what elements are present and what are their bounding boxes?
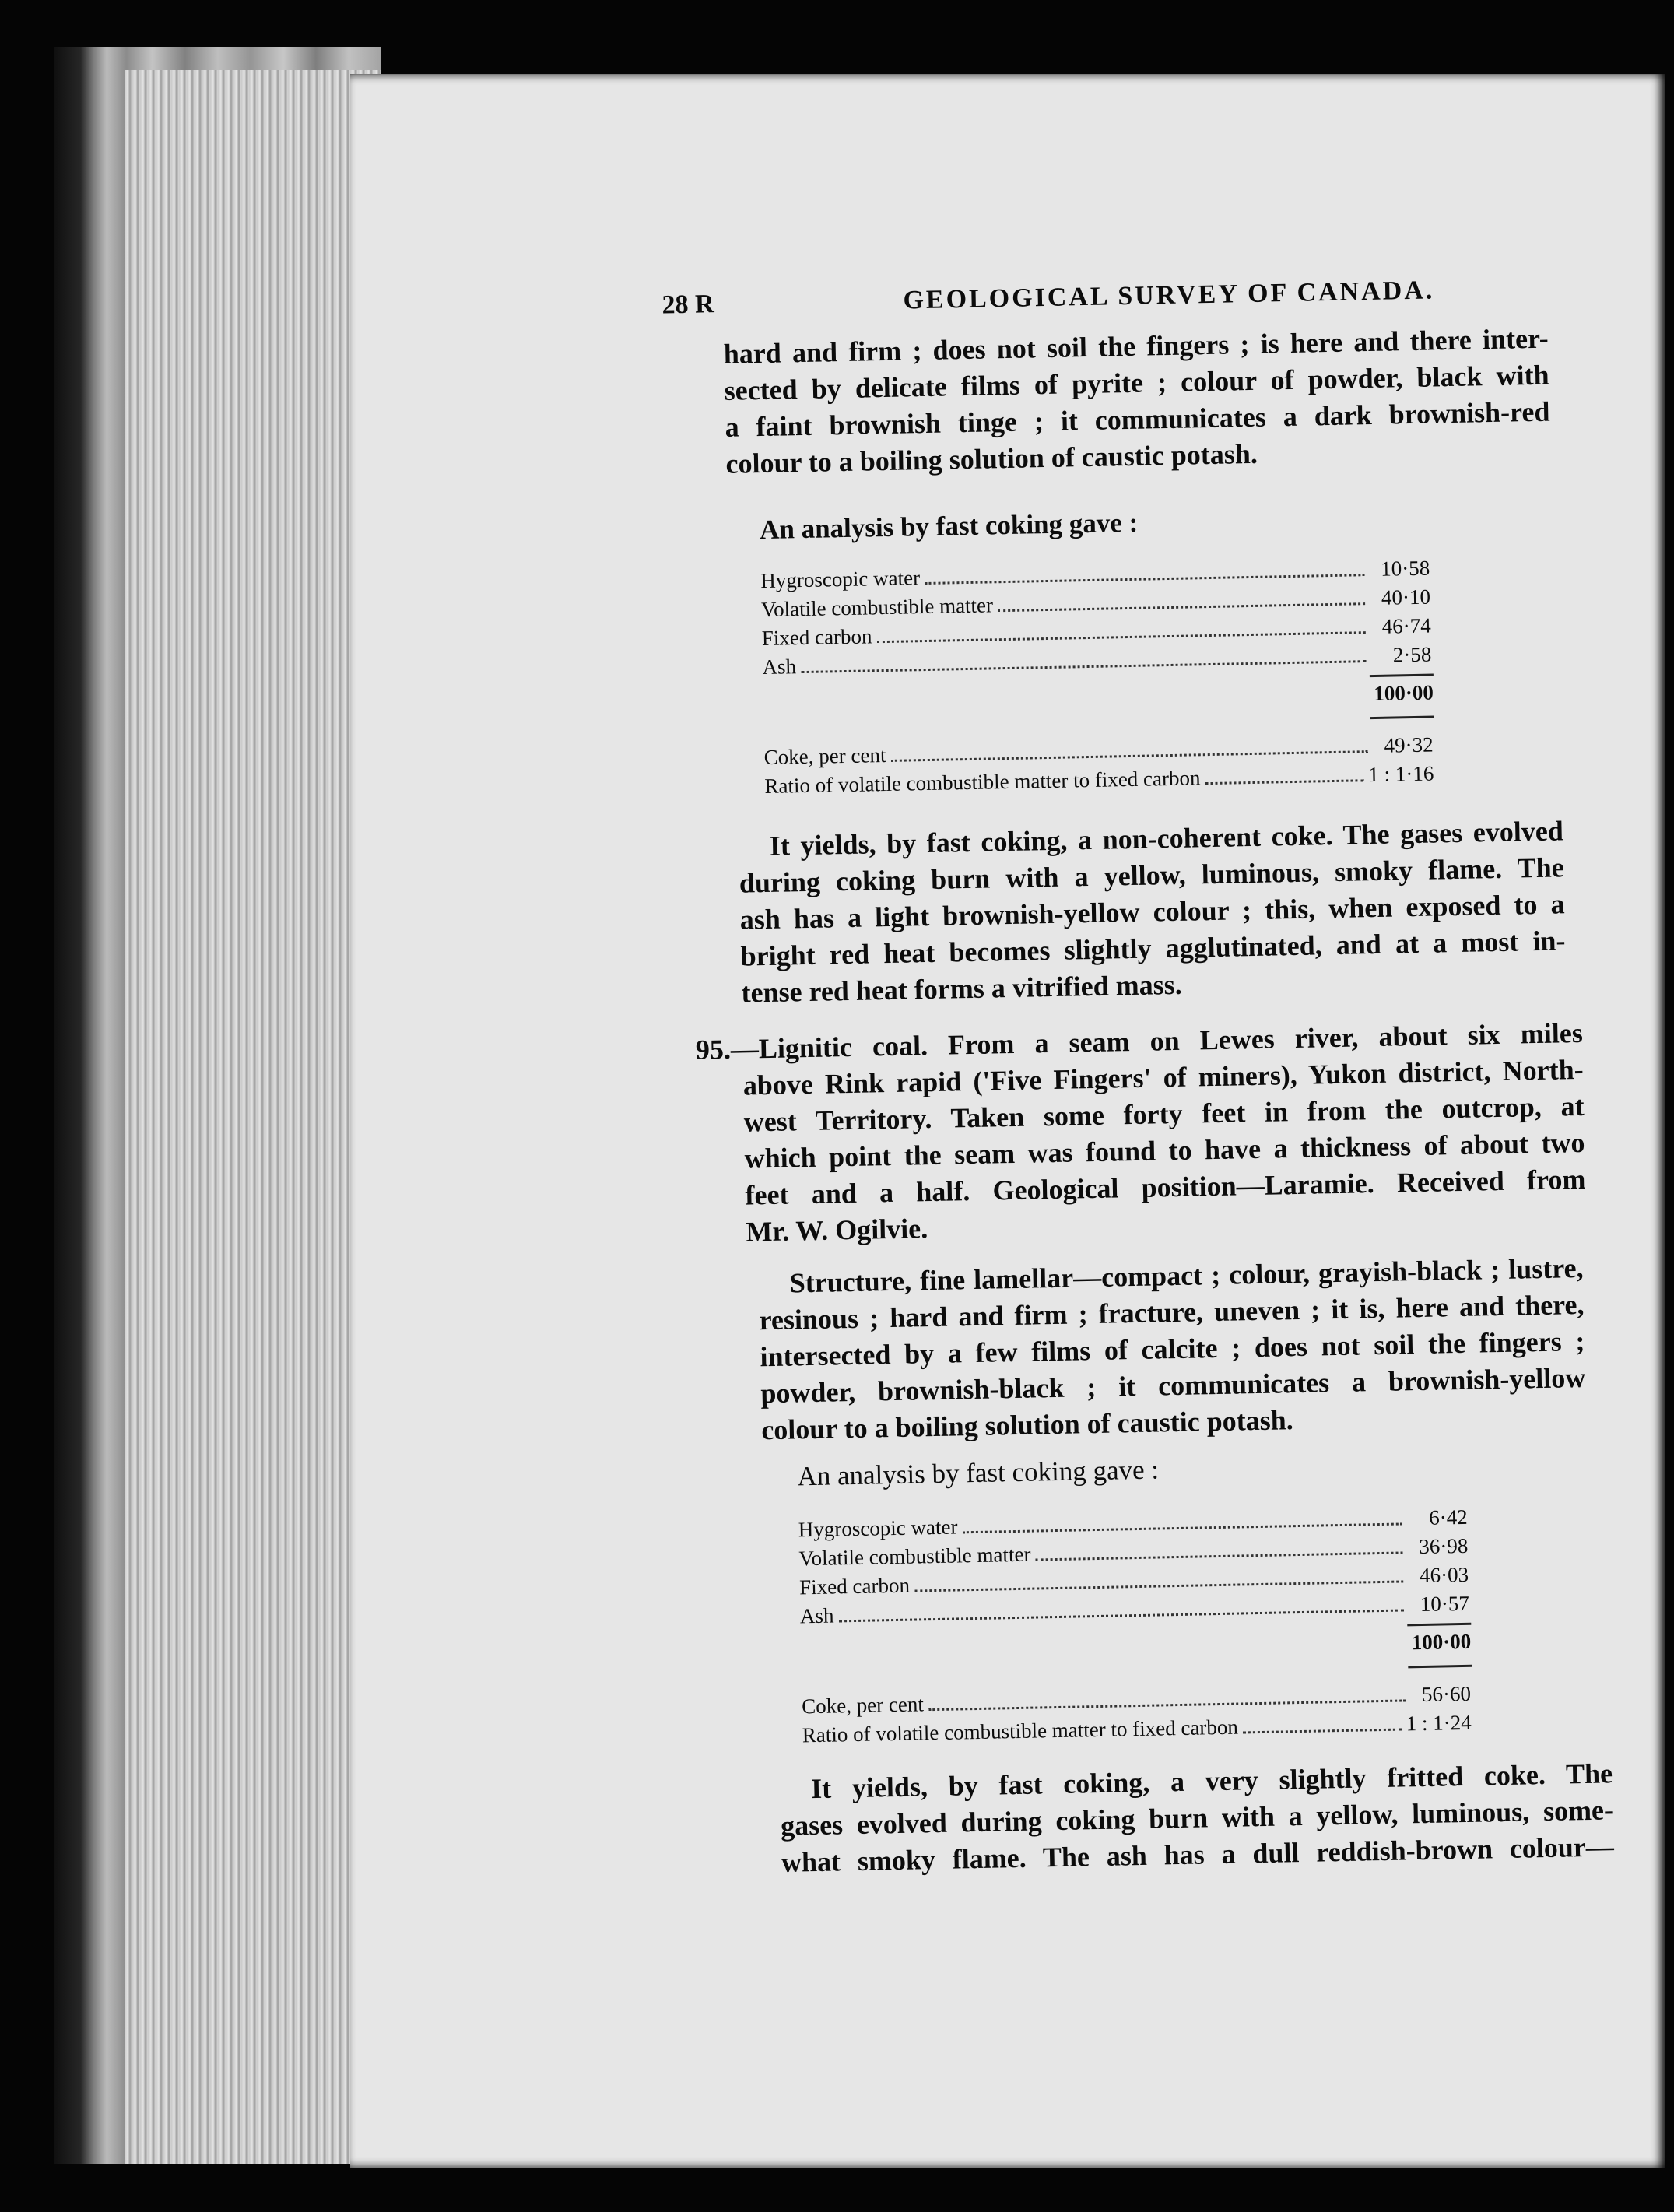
row-label: Fixed carbon [761,624,872,651]
row-value: 10·57 [1420,1591,1470,1617]
leader-dots [914,1580,1403,1592]
text-line: during coking burn with a yellow, luminous, smoky flame. The [739,851,1565,899]
text-line: Structure, fine lamellar—compact ; colour, grayish-black ; lustre, [789,1252,1584,1299]
text-line: bright red heat becomes slightly agglutinated, and at a most in- [740,925,1566,972]
text-line: powder, brownish-black ; it communicates a brownish-yellow [760,1361,1586,1410]
row-value: 1 : 1·16 [1368,761,1434,787]
page-number: 28 R [662,290,714,320]
row-label: Volatile combustible matter [798,1542,1031,1571]
row-value: 46·74 [1381,613,1431,638]
sum-rule [1407,1623,1471,1627]
entry-95 [696,1015,1587,1252]
row-label: Fixed carbon [798,1573,911,1599]
text-line: resinous ; hard and firm ; fracture, uneven ; it is, here and there, [759,1288,1585,1336]
text-line: a faint brownish tinge ; it communicates a dark brownish-red [725,395,1550,443]
text-line: above Rink rapid ('Five Fingers' of miners), Yukon district, North- [742,1053,1585,1101]
leader-dots [1205,779,1364,785]
total-value: 100·00 [1411,1629,1472,1655]
row-label: Hygroscopic water [760,566,921,593]
row-value: 49·32 [1384,732,1434,757]
row-value: 36·98 [1419,1533,1469,1559]
text-line: intersected by a few films of calcite ; does not soil the fingers ; [760,1325,1585,1373]
total-value: 100·00 [1374,680,1434,705]
text-line: gases evolved during coking burn with a yellow, luminous, some- [780,1794,1614,1842]
leader-dots [891,750,1368,762]
leader-dots [963,1522,1402,1533]
text-line: which point the seam was found to have a thickness of about two [744,1126,1585,1174]
text-line: tense red heat forms a vitrified mass. [741,968,1183,1009]
leader-dots [925,574,1364,585]
paragraph-continuation [723,321,1550,483]
structure-description [758,1250,1586,1448]
row-label: Ash [762,655,797,679]
sum-rule [1408,1665,1472,1669]
row-label: Ash [799,1603,834,1628]
leader-dots [998,602,1365,612]
leader-dots [839,1609,1404,1622]
analysis-intro: An analysis by fast coking gave : [759,507,1139,546]
coke-description [738,813,1566,1011]
leader-dots [1243,1729,1402,1734]
text-line: It yields, by fast coking, a non-coherent coke. The gases evolved [769,815,1564,862]
text-line: sected by delicate films of pyrite ; colour of powder, black with [724,359,1549,406]
row-label: Coke, per cent [763,743,886,770]
text-line: feet and a half. Geological position—Laramie. Received from [745,1163,1586,1211]
running-title: GEOLOGICAL SURVEY OF CANADA. [903,276,1435,315]
final-paragraph [780,1755,1615,1881]
text-line: Mr. W. Ogilvie. [746,1213,928,1248]
leader-dots [877,631,1366,643]
leader-dots [1036,1551,1403,1561]
text-line: hard and firm ; does not soil the fingers ; is here and there inter- [723,322,1549,370]
row-value: 56·60 [1421,1681,1472,1707]
row-label: Volatile combustible matter [760,593,994,622]
text-line: ash has a light brownish-yellow colour ; this, when exposed to a [739,888,1565,936]
text-line: 95.—Lignitic coal. From a seam on Lewes river, about six miles [695,1016,1584,1066]
text-line: colour to a boiling solution of caustic potash. [760,1404,1294,1446]
text-line: what smoky flame. The ash has a dull reddish-brown colour— [781,1831,1615,1878]
analysis-intro: An analysis by fast coking gave : [797,1454,1160,1492]
row-value: 6·42 [1428,1505,1468,1529]
text-line: colour to a boiling solution of caustic potash. [725,437,1258,479]
sum-rule [1370,673,1434,677]
row-label: Ratio of volatile combustible matter to fixed carbon [764,766,1201,799]
row-label: Hygroscopic water [798,1515,958,1542]
row-value: 40·10 [1381,585,1431,609]
text-line: It yields, by fast coking, a very slightly fritted coke. The [810,1757,1613,1805]
row-label: Ratio of volatile combustible matter to fixed carbon [802,1715,1239,1747]
row-label: Coke, per cent [801,1692,925,1719]
row-value: 2·58 [1392,642,1432,667]
sum-rule [1370,715,1434,719]
leader-dots [928,1699,1406,1711]
leader-dots [801,660,1366,673]
text-line: west Territory. Taken some forty feet in from the outcrop, at [743,1090,1585,1138]
row-value: 10·58 [1380,556,1430,581]
row-value: 46·03 [1419,1562,1469,1588]
row-value: 1 : 1·24 [1406,1710,1472,1736]
